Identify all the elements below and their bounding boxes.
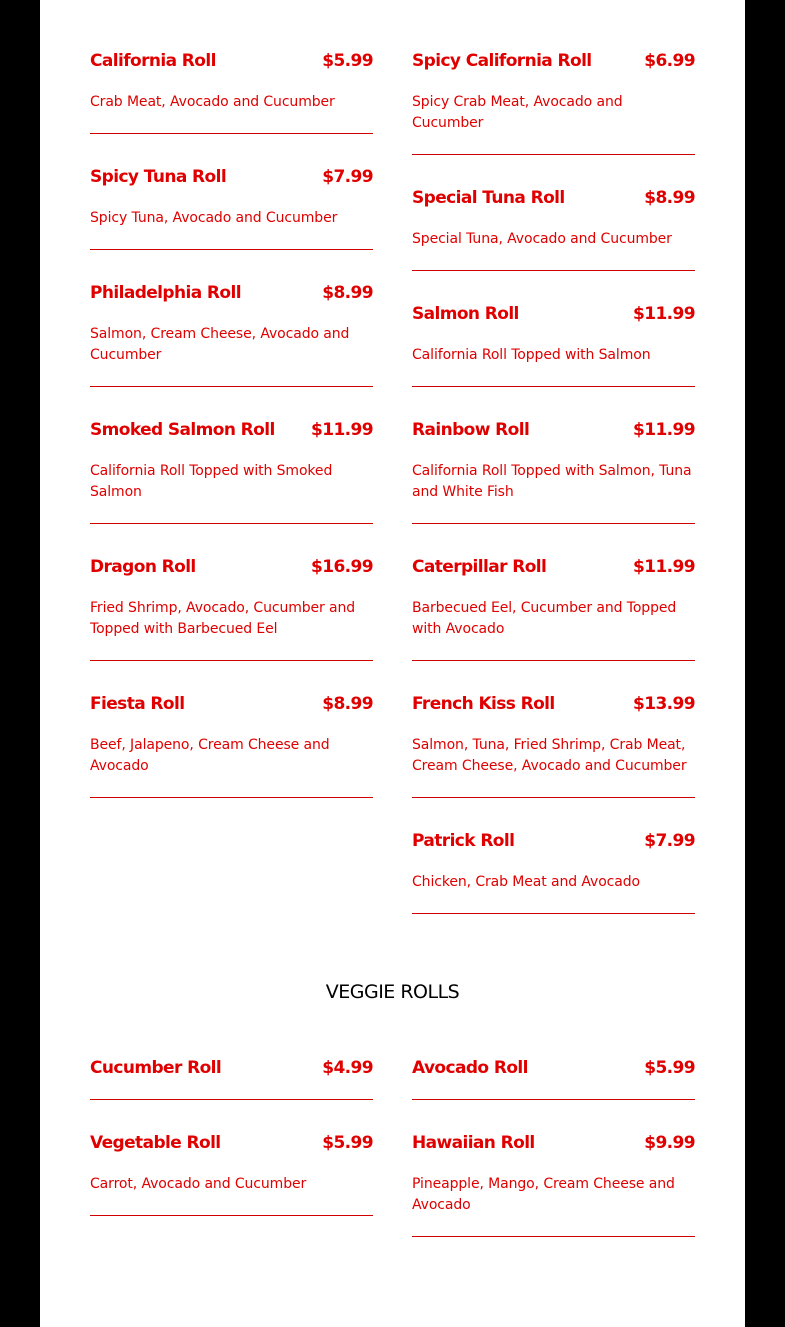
menu-item-name: Special Tuna Roll [412, 188, 565, 208]
menu-item-header [412, 556, 695, 578]
menu-item-name: Cucumber Roll [90, 1058, 222, 1078]
menu-item-header [90, 556, 373, 578]
menu-item [412, 293, 695, 387]
menu-item-price: $5.99 [322, 1133, 373, 1153]
menu-item-price: $5.99 [322, 51, 373, 71]
menu-item-name: Avocado Roll [412, 1058, 528, 1078]
menu-item-description: California Roll Topped with Salmon [412, 347, 651, 363]
menu-item-description: Beef, Jalapeno, Cream Cheese and Avocado [90, 737, 330, 774]
menu-item-price: $4.99 [322, 1058, 373, 1078]
menu-item-header [90, 419, 373, 441]
menu-item-description: Barbecued Eel, Cucumber and Topped with Avocado [412, 600, 677, 637]
menu-item-name: Smoked Salmon Roll [90, 420, 275, 440]
menu-item-description: Carrot, Avocado and Cucumber [90, 1176, 307, 1192]
menu-item-price: $16.99 [310, 557, 373, 577]
menu-item-name: California Roll [90, 51, 216, 71]
menu-item-name: Hawaiian Roll [412, 1133, 535, 1153]
menu-item-price: $8.99 [322, 694, 373, 714]
menu-item-price: $6.99 [644, 51, 695, 71]
menu-item-name: Spicy California Roll [412, 51, 592, 71]
menu-item [90, 40, 373, 134]
menu-item [90, 1122, 373, 1216]
menu-item-price: $5.99 [644, 1058, 695, 1078]
menu-page [40, 0, 745, 1327]
menu-item-header [412, 1057, 695, 1079]
menu-item-price: $11.99 [310, 420, 373, 440]
menu-item-description: Salmon, Cream Cheese, Avocado and Cucumber [90, 326, 350, 363]
menu-item-description: California Roll Topped with Salmon, Tuna and White Fish [412, 463, 692, 500]
menu-item [90, 156, 373, 250]
menu-item-name: Rainbow Roll [412, 420, 530, 440]
menu-item-price: $13.99 [632, 694, 695, 714]
menu-item [90, 272, 373, 387]
menu-item-price: $7.99 [644, 831, 695, 851]
menu-item-header [412, 1132, 695, 1154]
menu-item-description: Crab Meat, Avocado and Cucumber [90, 94, 335, 110]
menu-item-price: $9.99 [644, 1133, 695, 1153]
menu-item [90, 409, 373, 524]
menu-item-price: $8.99 [644, 188, 695, 208]
menu-item-description: Fried Shrimp, Avocado, Cucumber and Topped with Barbecued Eel [90, 600, 356, 637]
menu-item-header [90, 166, 373, 188]
menu-item-name: Dragon Roll [90, 557, 196, 577]
menu-item-name: Spicy Tuna Roll [90, 167, 227, 187]
menu-item-header [412, 419, 695, 441]
menu-item-name: Caterpillar Roll [412, 557, 547, 577]
menu-item [412, 409, 695, 524]
menu-item-description: Spicy Crab Meat, Avocado and Cucumber [412, 94, 623, 131]
menu-item-header [90, 1057, 373, 1079]
menu-item-header [412, 50, 695, 72]
menu-item-description: Salmon, Tuna, Fried Shrimp, Crab Meat, Cream Cheese, Avocado and Cucumber [412, 737, 687, 774]
menu-item-header [412, 303, 695, 325]
veggie-rolls-right-column [412, 1047, 695, 1259]
menu-item-header [90, 1132, 373, 1154]
menu-item-header [90, 50, 373, 72]
sushi-rolls-left-column [90, 40, 373, 936]
veggie-rolls-section [90, 1047, 695, 1259]
menu-item [412, 40, 695, 155]
menu-item [412, 1047, 695, 1100]
menu-item-name: Philadelphia Roll [90, 283, 241, 303]
menu-item-header [90, 282, 373, 304]
menu-item-name: Fiesta Roll [90, 694, 185, 714]
menu-item-description: Special Tuna, Avocado and Cucumber [412, 231, 672, 247]
menu-item-header [412, 187, 695, 209]
menu-item-description: Spicy Tuna, Avocado and Cucumber [90, 210, 338, 226]
menu-item-name: Patrick Roll [412, 831, 515, 851]
menu-item-price: $11.99 [632, 420, 695, 440]
menu-item-header [90, 693, 373, 715]
menu-item [90, 1047, 373, 1100]
menu-item-price: $8.99 [322, 283, 373, 303]
menu-item-description: Pineapple, Mango, Cream Cheese and Avocado [412, 1176, 675, 1213]
menu-item [90, 546, 373, 661]
menu-item-name: French Kiss Roll [412, 694, 555, 714]
menu-item-header [412, 830, 695, 852]
menu-item-price: $11.99 [632, 304, 695, 324]
sushi-rolls-section [90, 40, 695, 936]
menu-item [412, 1122, 695, 1237]
menu-item [412, 683, 695, 798]
veggie-rolls-left-column [90, 1047, 373, 1259]
menu-item-header [412, 693, 695, 715]
menu-item-price: $11.99 [632, 557, 695, 577]
menu-item [412, 546, 695, 661]
menu-item-name: Vegetable Roll [90, 1133, 221, 1153]
menu-item-description: Chicken, Crab Meat and Avocado [412, 874, 641, 890]
menu-item [412, 177, 695, 271]
menu-item [412, 820, 695, 914]
menu-item-price: $7.99 [322, 167, 373, 187]
section-title-veggie-rolls: VEGGIE ROLLS [325, 981, 460, 1003]
menu-item-description: California Roll Topped with Smoked Salmon [90, 463, 333, 500]
menu-item-name: Salmon Roll [412, 304, 519, 324]
menu-item [90, 683, 373, 798]
sushi-rolls-right-column [412, 40, 695, 936]
